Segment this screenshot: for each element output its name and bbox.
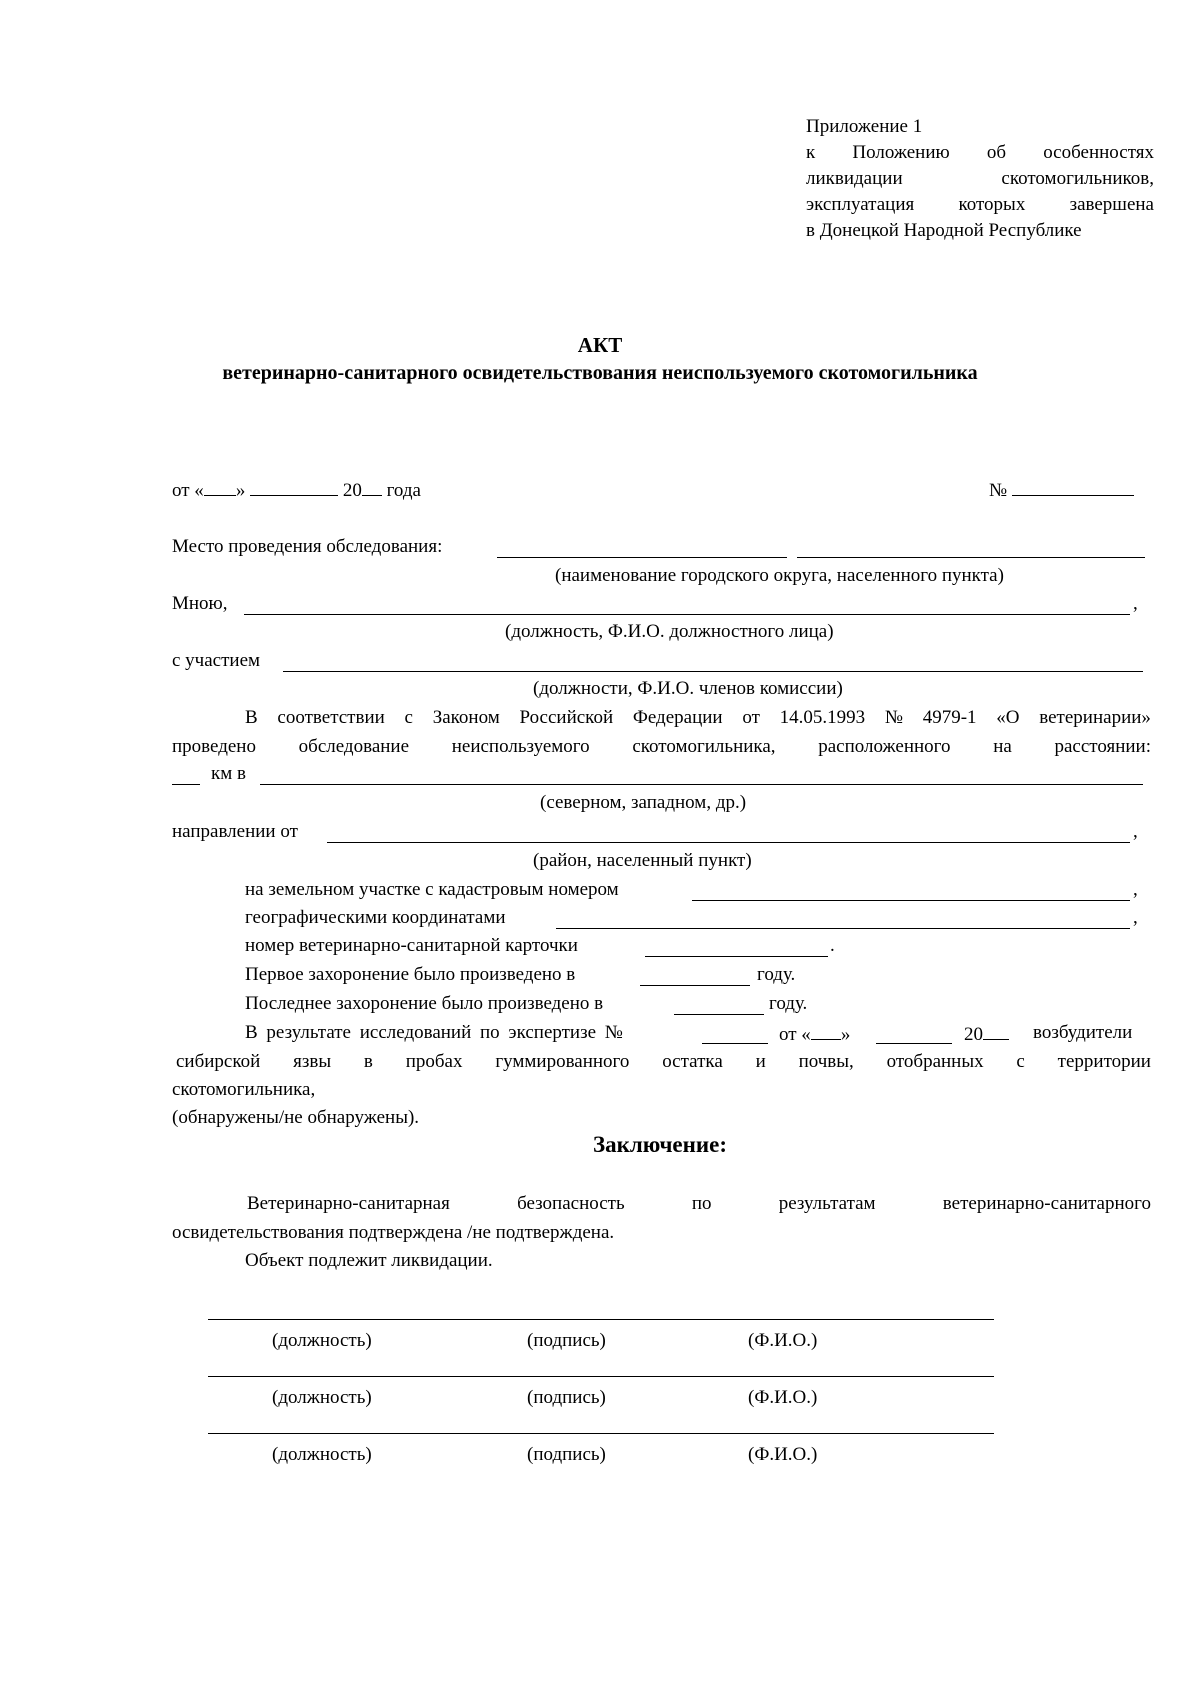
appendix-word: которых xyxy=(958,194,1026,215)
date-line xyxy=(172,477,421,503)
direction-label: направлении от xyxy=(172,821,298,842)
appendix-line-4 xyxy=(806,193,1154,217)
results-word: и xyxy=(755,1051,766,1072)
month-blank[interactable] xyxy=(250,477,338,496)
results-from-text: от « xyxy=(779,1024,811,1045)
card-blank[interactable] xyxy=(645,956,828,957)
year-blank[interactable] xyxy=(362,477,382,496)
law-word: расположенного xyxy=(818,736,951,757)
appendix-word: ликвидации xyxy=(806,168,903,189)
results-word: отобранных xyxy=(886,1051,984,1072)
last-burial-blank[interactable] xyxy=(674,1014,764,1015)
number-blank[interactable] xyxy=(1012,477,1134,496)
by-me-comma: , xyxy=(1133,593,1138,614)
appendix-word: эксплуатация xyxy=(806,194,915,215)
signature-name-2: (Ф.И.О.) xyxy=(748,1387,818,1408)
results-line-3: скотомогильника, xyxy=(172,1079,316,1100)
appendix-line-5: в Донецкой Народной Республике xyxy=(806,220,1082,241)
results-word: пробах xyxy=(405,1051,463,1072)
signature-position-2: (должность) xyxy=(272,1387,372,1408)
results-year-prefix: 20 xyxy=(964,1024,983,1045)
signature-position-1: (должность) xyxy=(272,1330,372,1351)
appendix-line-3 xyxy=(806,167,1154,191)
conclusion-heading: Заключение: xyxy=(592,1132,728,1157)
results-word: язвы xyxy=(293,1051,332,1072)
act-number xyxy=(989,477,1134,503)
results-day-blank[interactable] xyxy=(811,1021,841,1040)
results-word: почвы, xyxy=(798,1051,854,1072)
cadastral-comma: , xyxy=(1133,879,1138,900)
place-label: Место проведения обследования: xyxy=(172,536,443,557)
law-word: расстоянии: xyxy=(1054,736,1151,757)
law-word: Российской xyxy=(519,707,614,728)
conclusion-word: безопасность xyxy=(517,1193,625,1214)
law-word: Федерации xyxy=(632,707,723,728)
results-line-4: (обнаружены/не обнаружены). xyxy=(172,1107,420,1128)
conclusion-line-3: Объект подлежит ликвидации. xyxy=(245,1250,493,1271)
signature-sign-2: (подпись) xyxy=(527,1387,606,1408)
conclusion-line-2: освидетельствования подтверждена /не подтверждена. xyxy=(172,1222,615,1243)
results-year xyxy=(964,1021,1009,1047)
conclusion-word: по xyxy=(691,1193,712,1214)
direction-caption: (северном, западном, др.) xyxy=(540,792,747,813)
results-month-blank[interactable] xyxy=(876,1043,952,1044)
direction-comma: , xyxy=(1133,821,1138,842)
results-word: в xyxy=(363,1051,373,1072)
law-word: Законом xyxy=(432,707,500,728)
law-word: с xyxy=(404,707,413,728)
results-line-1-text: В результате исследований по экспертизе № xyxy=(245,1022,623,1043)
law-word: ветеринарии» xyxy=(1039,707,1151,728)
results-pathogens: возбудители xyxy=(1033,1022,1133,1043)
signature-sign-1: (подпись) xyxy=(527,1330,606,1351)
by-me-label: Мною, xyxy=(172,593,228,614)
geo-label: географическими координатами xyxy=(245,907,506,928)
place-blank-2[interactable] xyxy=(797,557,1145,558)
date-prefix: от « xyxy=(172,480,204,501)
law-word: на xyxy=(993,736,1012,757)
first-burial-blank[interactable] xyxy=(640,985,750,986)
law-line-1 xyxy=(245,706,1151,730)
law-word: неиспользуемого xyxy=(451,736,590,757)
by-me-caption: (должность, Ф.И.О. должностного лица) xyxy=(505,621,834,642)
law-word: 4979-1 xyxy=(922,707,977,728)
signature-name-1: (Ф.И.О.) xyxy=(748,1330,818,1351)
appendix-line-1: Приложение 1 xyxy=(806,116,923,137)
results-quote-close: » xyxy=(840,1024,851,1045)
results-word: территории xyxy=(1057,1051,1151,1072)
law-word: В xyxy=(245,707,258,728)
place-blank-1[interactable] xyxy=(497,557,787,558)
day-blank[interactable] xyxy=(204,477,236,496)
last-burial-label: Последнее захоронение было произведено в xyxy=(245,993,604,1014)
appendix-word: особенностях xyxy=(1043,142,1154,163)
km-label: км в xyxy=(211,763,246,784)
results-from xyxy=(779,1021,850,1047)
results-word: с xyxy=(1016,1051,1025,1072)
cadastral-label: на земельном участке с кадастровым номером xyxy=(245,879,619,900)
appendix-word: Положению xyxy=(852,142,950,163)
direction-from-caption: (район, населенный пункт) xyxy=(533,850,752,871)
first-burial-label: Первое захоронение было произведено в xyxy=(245,964,576,985)
geo-blank[interactable] xyxy=(556,928,1130,929)
card-period: . xyxy=(830,935,835,956)
year-suffix: года xyxy=(386,480,421,501)
cadastral-blank[interactable] xyxy=(692,900,1130,901)
conclusion-word: Ветеринарно-санитарная xyxy=(247,1193,450,1214)
results-line-2 xyxy=(176,1050,1151,1074)
last-burial-suffix: году. xyxy=(769,993,808,1014)
results-year-blank[interactable] xyxy=(983,1021,1009,1040)
date-quote-close: » xyxy=(235,480,246,501)
signature-line-1[interactable] xyxy=(208,1319,994,1320)
law-word: проведено xyxy=(172,736,256,757)
direction-blank[interactable] xyxy=(260,784,1143,785)
commission-blank[interactable] xyxy=(283,671,1143,672)
conclusion-word: ветеринарно-санитарного xyxy=(942,1193,1151,1214)
law-word: 14.05.1993 xyxy=(779,707,866,728)
km-blank[interactable] xyxy=(172,784,200,785)
law-word: скотомогильника, xyxy=(632,736,776,757)
appendix-line-2 xyxy=(806,141,1154,165)
geo-comma: , xyxy=(1133,907,1138,928)
card-label: номер ветеринарно-санитарной карточки xyxy=(245,935,578,956)
signature-name-3: (Ф.И.О.) xyxy=(748,1444,818,1465)
document-subtitle: ветеринарно-санитарного освидетельствования неиспользуемого скотомогильника xyxy=(222,362,978,384)
place-caption: (наименование городского округа, населенного пункта) xyxy=(555,565,1004,586)
signature-line-3[interactable] xyxy=(208,1433,994,1434)
law-word: № xyxy=(884,707,903,728)
signature-position-3: (должность) xyxy=(272,1444,372,1465)
district-blank[interactable] xyxy=(327,842,1130,843)
law-line-2 xyxy=(172,735,1151,759)
year-prefix: 20 xyxy=(342,480,362,501)
conclusion-line-1 xyxy=(247,1192,1151,1216)
signature-line-2[interactable] xyxy=(208,1376,994,1377)
official-blank[interactable] xyxy=(244,614,1130,615)
participation-label: с участием xyxy=(172,650,261,671)
expertise-number-blank[interactable] xyxy=(702,1043,768,1044)
signature-sign-3: (подпись) xyxy=(527,1444,606,1465)
results-word: гуммированного xyxy=(495,1051,630,1072)
results-word: остатка xyxy=(662,1051,723,1072)
participation-caption: (должности, Ф.И.О. членов комиссии) xyxy=(533,678,843,699)
appendix-word: завершена xyxy=(1069,194,1154,215)
first-burial-suffix: году. xyxy=(757,964,796,985)
conclusion-word: результатам xyxy=(778,1193,876,1214)
number-sign: № xyxy=(989,480,1008,501)
law-word: от xyxy=(742,707,760,728)
law-word: обследование xyxy=(298,736,410,757)
appendix-word: об xyxy=(986,142,1007,163)
law-word: соответствии xyxy=(277,707,385,728)
results-word: сибирской xyxy=(176,1051,261,1072)
appendix-word: к xyxy=(806,142,816,163)
appendix-word: скотомогильников, xyxy=(1001,168,1154,189)
law-word: «О xyxy=(996,707,1020,728)
document-title: АКТ xyxy=(577,333,623,357)
